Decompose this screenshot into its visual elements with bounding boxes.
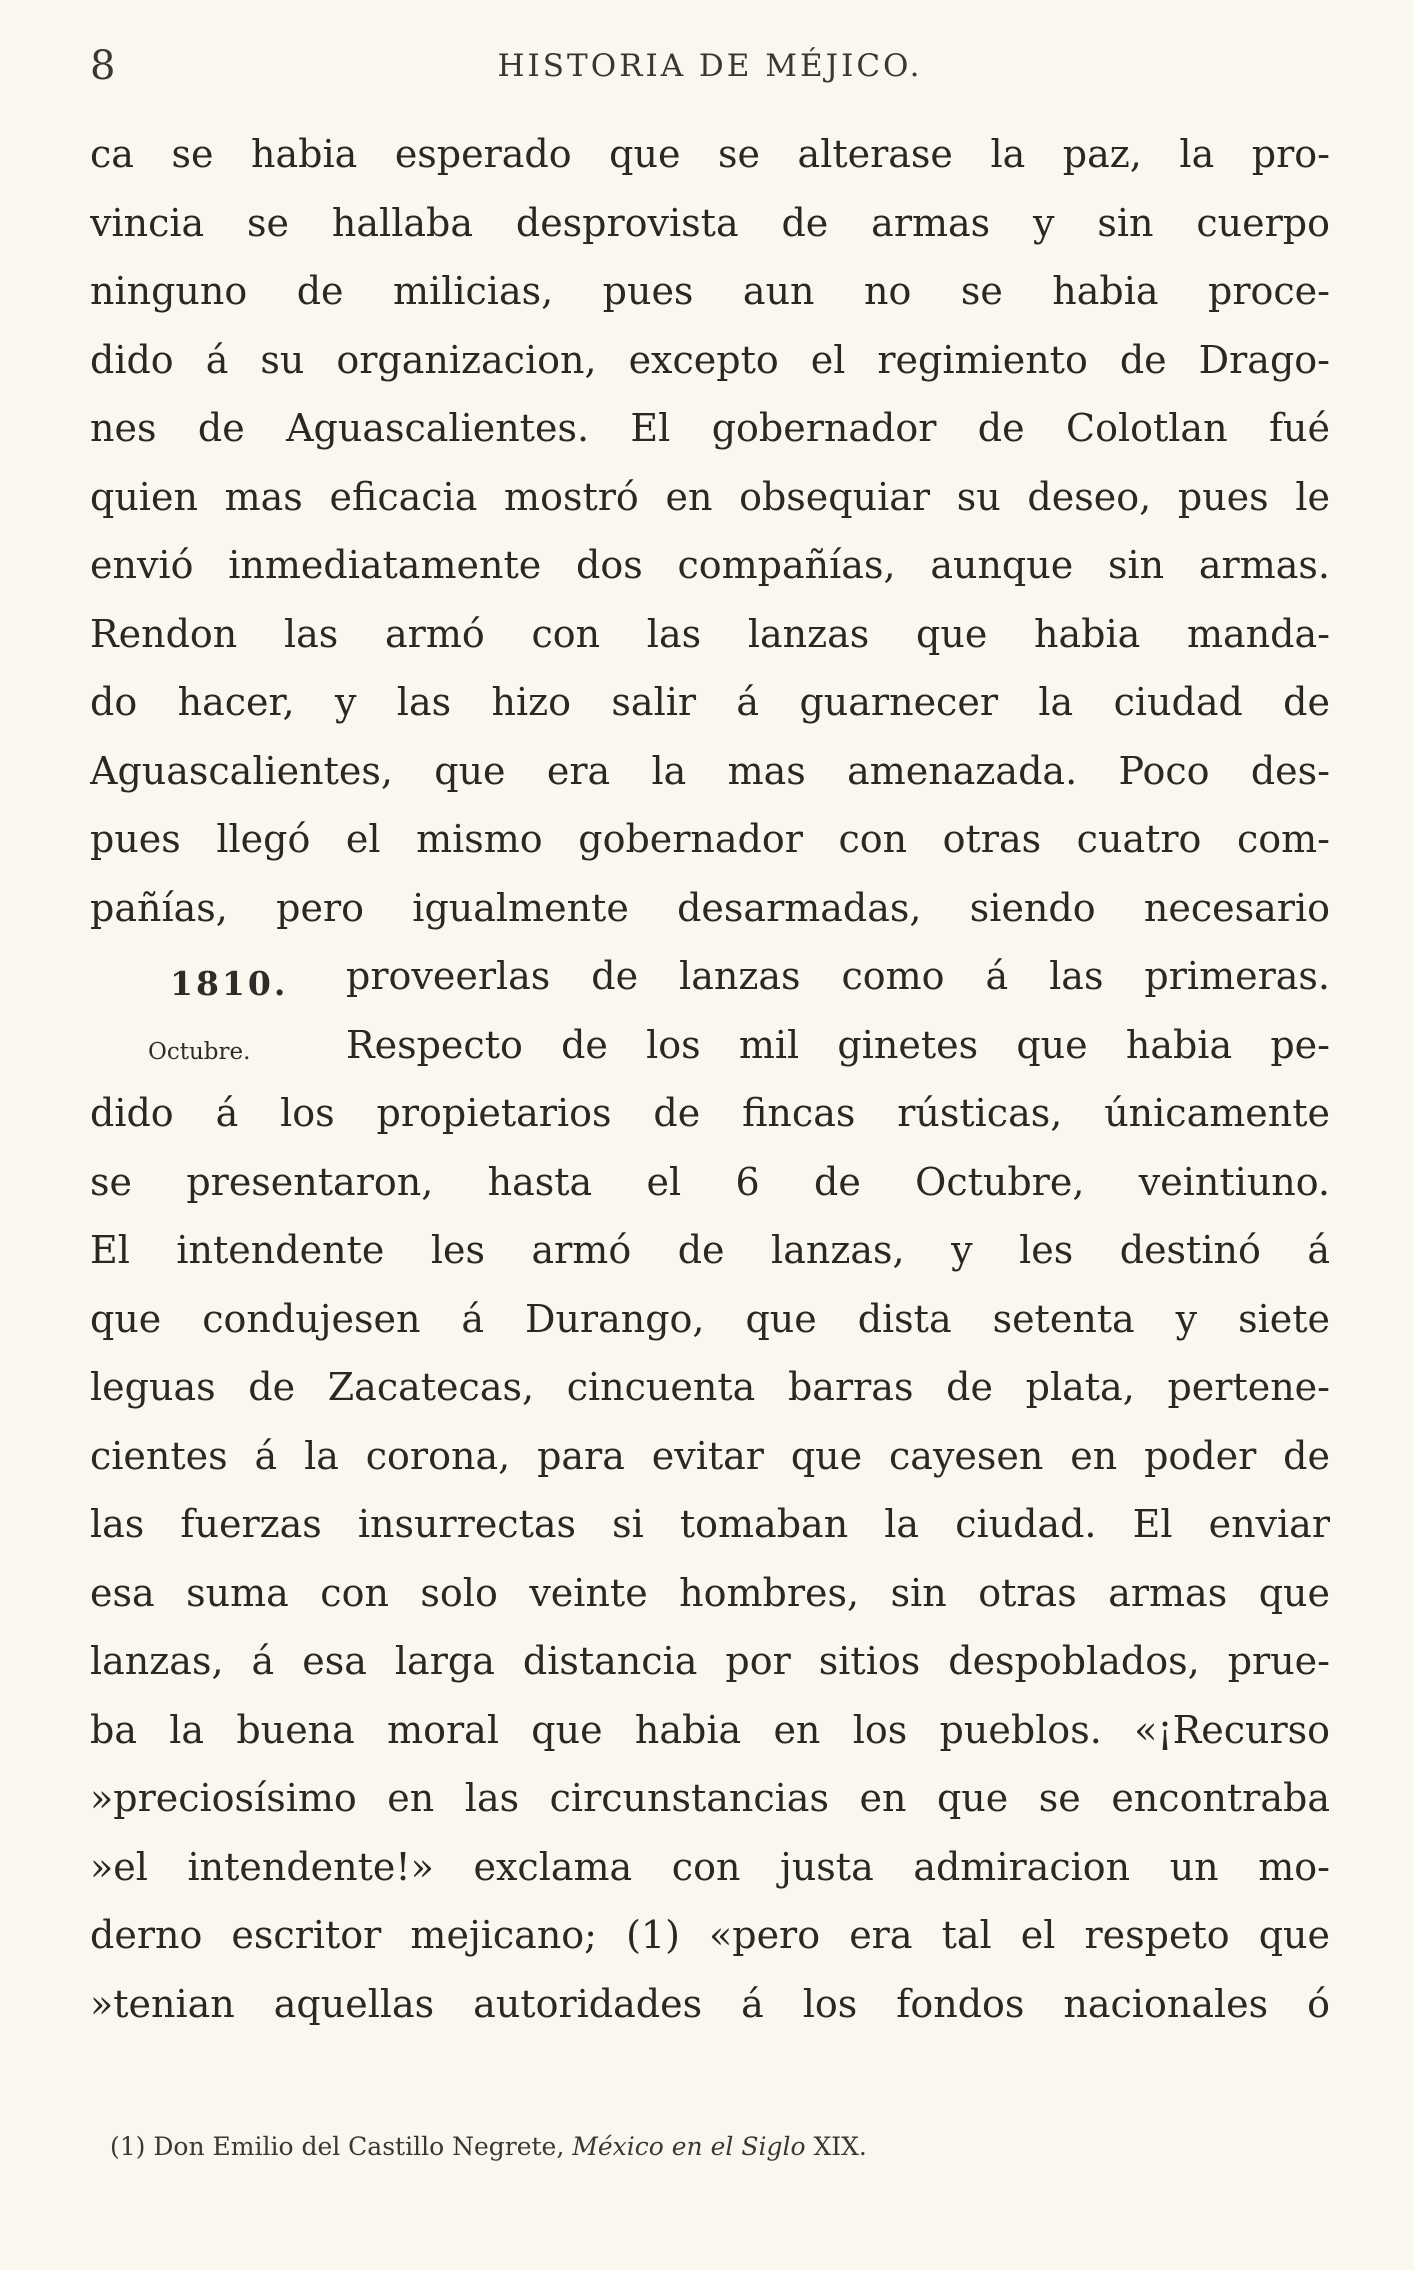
text-line: nes de Aguascalientes. El gobernador de Colotlan fué <box>90 406 1330 450</box>
text-line: »el intendente!» exclama con justa admiracion un mo- <box>90 1844 1330 1889</box>
text-line: que condujesen á Durango, que dista setenta y siete <box>90 1296 1330 1341</box>
text-line: ba la buena moral que habia en los pueblos. «¡Recurso <box>90 1707 1330 1752</box>
text-line: derno escritor mejicano; (1) «pero era tal el respeto que <box>90 1913 1330 1957</box>
footnote-suffix: XIX. <box>813 2132 867 2161</box>
text-line: esa suma con solo veinte hombres, sin otras armas que <box>90 1570 1330 1615</box>
page-header <box>90 36 1330 96</box>
page-number: 8 <box>90 43 116 89</box>
text-line: Aguascalientes, que era la mas amenazada. Poco des- <box>90 748 1330 793</box>
text-line: envió inmediatamente dos compañías, aunque sin armas. <box>90 543 1330 587</box>
text-line: vincia se hallaba desprovista de armas y sin cuerpo <box>90 200 1330 245</box>
running-title: HISTORIA DE MÉJICO. <box>497 48 923 84</box>
footnote <box>110 2125 1330 2169</box>
text-line: dido á los propietarios de fincas rústicas, únicamente <box>90 1091 1330 1135</box>
text-line: se presentaron, hasta el 6 de Octubre, veintiuno. <box>90 1159 1330 1204</box>
text-line: ca se habia esperado que se alterase la paz, la pro- <box>90 132 1330 176</box>
text-line: proveerlas de lanzas como á las primeras. <box>346 954 1330 998</box>
text-line: Rendon las armó con las lanzas que habia manda- <box>90 611 1330 656</box>
text-line: Respecto de los mil ginetes que habia pe- <box>346 1022 1330 1067</box>
text-line: pues llegó el mismo gobernador con otras cuatro com- <box>90 817 1330 861</box>
margin-note-year: 1810. <box>170 964 289 1003</box>
text-line: do hacer, y las hizo salir á guarnecer la ciudad de <box>90 680 1330 724</box>
margin-note-month: Octubre. <box>148 1039 251 1065</box>
text-line: El intendente les armó de lanzas, y les destinó á <box>90 1228 1330 1272</box>
text-line: lanzas, á esa larga distancia por sitios despoblados, prue- <box>90 1639 1330 1683</box>
text-line: dido á su organizacion, excepto el regimiento de Drago- <box>90 337 1330 382</box>
text-line: »preciosísimo en las circunstancias en que se encontraba <box>90 1776 1330 1820</box>
text-line: »tenian aquellas autoridades á los fondos nacionales ó <box>90 1981 1330 2026</box>
footnote-text: (1) Don Emilio del Castillo Negrete, <box>110 2132 565 2161</box>
text-line: leguas de Zacatecas, cincuenta barras de plata, pertene- <box>90 1365 1330 1409</box>
text-line: las fuerzas insurrectas si tomaban la ciudad. El enviar <box>90 1502 1330 1546</box>
footnote-book-title: México en el Siglo <box>572 2132 806 2161</box>
text-line: cientes á la corona, para evitar que cayesen en poder de <box>90 1433 1330 1478</box>
body-text <box>90 120 1330 2038</box>
text-line: pañías, pero igualmente desarmadas, siendo necesario <box>90 885 1330 930</box>
text-line: ninguno de milicias, pues aun no se habia proce- <box>90 269 1330 313</box>
text-line: quien mas eficacia mostró en obsequiar su deseo, pues le <box>90 474 1330 519</box>
